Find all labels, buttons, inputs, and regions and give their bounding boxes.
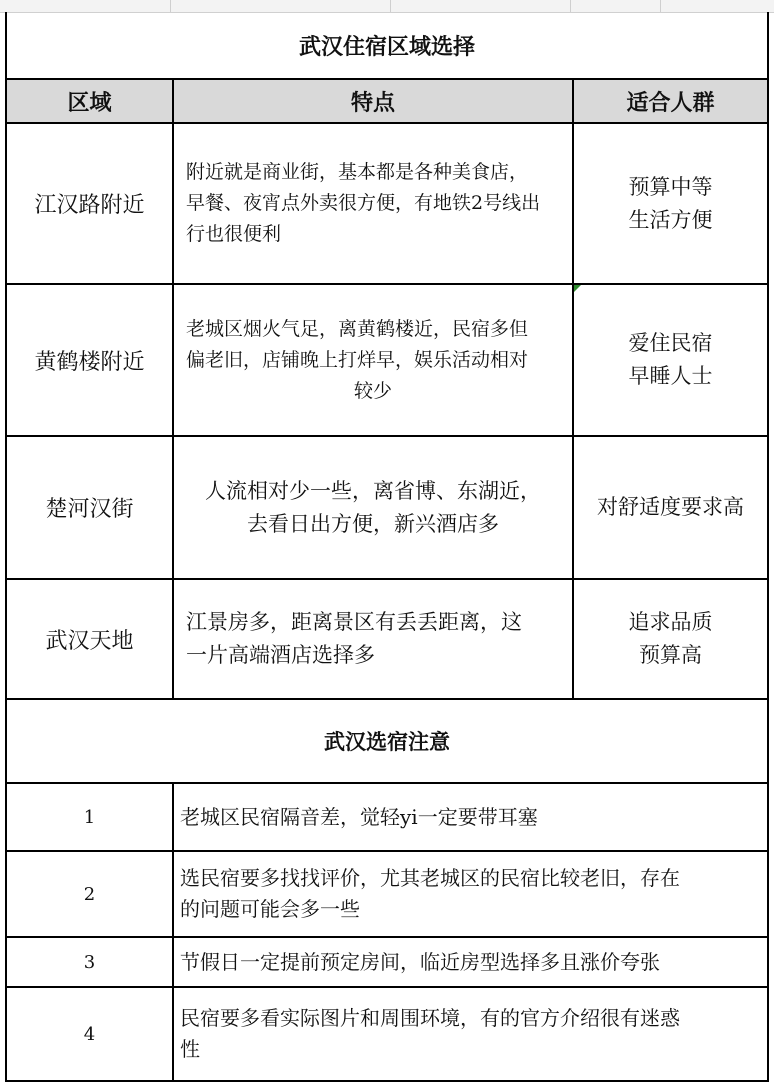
note-text-cell[interactable]: [172, 938, 767, 986]
column-divider: [170, 0, 171, 12]
note-text: [180, 863, 680, 925]
column-divider: [390, 0, 391, 12]
note-number: 2: [83, 883, 96, 905]
note-text: [180, 947, 660, 978]
note-line: 的问题可能会多一些: [180, 897, 360, 921]
header-area-cell[interactable]: [7, 80, 172, 122]
note-number: 3: [83, 951, 96, 973]
area-feature: [174, 475, 572, 541]
feature-line: 人流相对少一些，离省博、东湖近，: [205, 478, 541, 503]
area-name: 武汉天地: [45, 628, 134, 654]
area-feature: [174, 314, 572, 407]
notes-title-row: [7, 700, 767, 784]
area-feature: [174, 606, 572, 672]
note-number: 1: [83, 806, 96, 828]
note-row: [7, 852, 767, 938]
area-row: [7, 580, 767, 700]
feature-line: 偏老旧，店铺晚上打烊早，娱乐活动相对: [186, 348, 529, 371]
note-row: [7, 784, 767, 852]
area-feature: [174, 157, 572, 250]
note-number-cell[interactable]: [7, 784, 172, 850]
header-feature-cell[interactable]: [172, 80, 572, 122]
note-line: 性: [180, 1037, 200, 1061]
header-suitable: 适合人群: [626, 89, 715, 116]
feature-line: 附近就是商业街，基本都是各种美食店，: [186, 161, 529, 183]
area-suitable-cell[interactable]: [572, 580, 767, 698]
feature-line: 去看日出方便，新兴酒店多: [247, 511, 499, 536]
area-name-cell[interactable]: [7, 285, 172, 435]
notes-title: 武汉选宿注意: [324, 729, 450, 754]
area-name: 楚河汉街: [45, 497, 134, 522]
area-name: 黄鹤楼附近: [34, 349, 145, 375]
suitable-line: 预算高: [639, 643, 702, 667]
column-divider: [660, 0, 661, 12]
area-feature-cell[interactable]: [172, 580, 572, 698]
area-suitable-cell[interactable]: [572, 437, 767, 578]
table-title: 武汉住宿区域选择: [298, 33, 475, 60]
column-divider: [570, 0, 571, 12]
header-row: [7, 80, 767, 124]
area-name-cell[interactable]: [7, 124, 172, 283]
area-feature-cell[interactable]: [172, 124, 572, 283]
suitable-line: 对舒适度要求高: [597, 495, 744, 519]
area-name-cell[interactable]: [7, 437, 172, 578]
feature-line: 较少: [353, 379, 392, 402]
note-number-cell[interactable]: [7, 852, 172, 936]
note-number-cell[interactable]: [7, 938, 172, 986]
note-line: 老城区民宿隔音差，觉轻yi一定要带耳塞: [180, 804, 538, 829]
notes-title-cell[interactable]: [7, 700, 767, 782]
note-text-cell[interactable]: [172, 988, 767, 1080]
title-row: [7, 12, 767, 80]
area-feature-cell[interactable]: [172, 285, 572, 435]
area-name: 江汉路附近: [34, 193, 145, 218]
comment-marker-icon[interactable]: [574, 285, 581, 292]
table-sheet: [5, 12, 769, 1082]
feature-line: 行也很便利: [186, 223, 282, 245]
feature-line: 老城区烟火气足，离黄鹤楼近，民宿多但: [186, 317, 529, 340]
title-cell[interactable]: [7, 12, 767, 78]
suitable-line: 爱住民宿: [628, 331, 713, 355]
note-text-cell[interactable]: [172, 852, 767, 936]
feature-line: 早餐、夜宵点外卖很方便，有地铁2号线出: [186, 192, 541, 214]
suitable-line: 追求品质: [628, 610, 713, 634]
area-suitable: [629, 171, 713, 237]
area-name-cell[interactable]: [7, 580, 172, 698]
feature-line: 江景房多，距离景区有丢丢距离，这: [186, 610, 522, 634]
area-row: [7, 285, 767, 437]
area-suitable-cell[interactable]: [572, 285, 767, 435]
area-suitable: [629, 606, 713, 672]
area-feature-cell[interactable]: [172, 437, 572, 578]
suitable-line: 早睡人士: [628, 364, 713, 388]
suitable-line: 预算中等: [628, 174, 713, 199]
note-number: 4: [83, 1023, 96, 1045]
header-area: 区域: [67, 89, 112, 116]
note-line: 节假日一定提前预定房间，临近房型选择多且涨价夸张: [180, 949, 660, 974]
note-text: [180, 1003, 680, 1065]
feature-line: 一片高端酒店选择多: [186, 643, 375, 667]
note-text-cell[interactable]: [172, 784, 767, 850]
area-suitable: [597, 491, 744, 524]
note-line: 民宿要多看实际图片和周围环境，有的官方介绍很有迷惑: [180, 1006, 680, 1030]
note-number-cell[interactable]: [7, 988, 172, 1080]
note-row: [7, 938, 767, 988]
header-suitable-cell[interactable]: [572, 80, 767, 122]
header-feature: 特点: [350, 89, 395, 116]
area-suitable-cell[interactable]: [572, 124, 767, 283]
suitable-line: 生活方便: [628, 207, 713, 232]
note-text: [180, 802, 538, 833]
area-row: [7, 124, 767, 285]
note-line: 选民宿要多找找评价，尤其老城区的民宿比较老旧，存在: [180, 866, 680, 890]
area-suitable: [629, 327, 713, 393]
area-row: [7, 437, 767, 580]
note-row: [7, 988, 767, 1080]
